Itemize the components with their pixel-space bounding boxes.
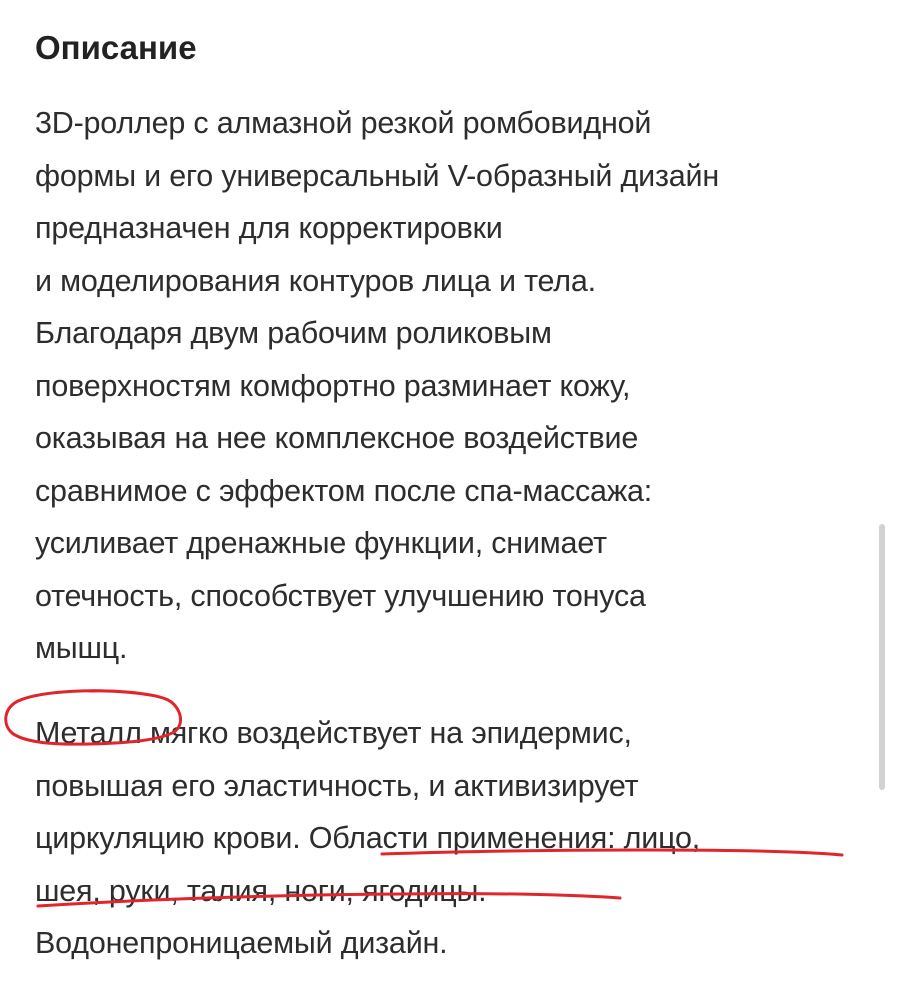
text-line: Благодаря двум рабочим роликовым bbox=[35, 316, 552, 350]
text-line: шея, руки, талия, ноги, ягодицы. bbox=[35, 873, 487, 908]
text-line: Металл мягко воздействует на эпидермис, bbox=[35, 716, 632, 750]
text-line: циркуляцию крови. Области применения: лицо, bbox=[35, 821, 701, 855]
text-line: Водонепроницаемый дизайн. bbox=[35, 926, 448, 960]
text-line: 3D-роллер с алмазной резкой ромбовидной bbox=[35, 106, 652, 140]
section-title: Описание bbox=[35, 29, 197, 66]
text-line: поверхностям комфортно разминает кожу, bbox=[35, 368, 631, 403]
text-line: и моделирования контуров лица и тела. bbox=[35, 263, 596, 298]
scrollbar-thumb[interactable] bbox=[879, 524, 885, 790]
text-line: оказывая на нее комплексное воздействие bbox=[35, 421, 639, 455]
text-line: повышая его эластичность, и активизирует bbox=[35, 768, 639, 803]
text-line: предназначен для корректировки bbox=[35, 211, 503, 245]
text-line: формы и его универсальный V-образный дизайн bbox=[35, 158, 719, 193]
description-paragraph-1 bbox=[35, 97, 865, 675]
text-line: мышц. bbox=[35, 631, 128, 665]
description-paragraph-2 bbox=[35, 707, 865, 970]
text-line: отечность, способствует улучшению тонуса bbox=[35, 578, 646, 613]
text-line: сравнимое с эффектом после спа-массажа: bbox=[35, 473, 653, 508]
text-line: усиливает дренажные функции, снимает bbox=[35, 526, 607, 560]
